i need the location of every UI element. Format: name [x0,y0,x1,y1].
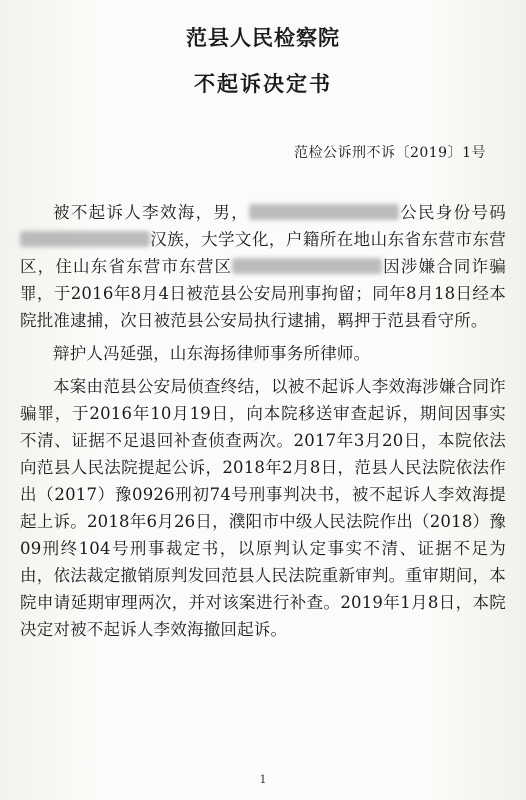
page-number: 1 [259,773,267,786]
document-body [20,199,506,649]
redacted-birth-info [249,204,399,220]
document-title: 不起诉决定书 [194,72,332,96]
redacted-id-number [20,231,150,247]
document-number: 范检公诉刑不诉〔2019〕1号 [293,145,486,161]
defendant-paragraph [20,199,506,334]
case-history-paragraph: 本案由范县公安局侦查终结，以被不起诉人李效海涉嫌合同诈骗罪，于2016年10月19日，向本院移送审查起诉，期间因事实不清、证据不足退回补查侦查两次。2017年3月20日，本院依法向范县人民法院提起公诉，2018年2月8日，范县人民法院依法作出（2017）豫0926刑初74号刑事判决书，被不起诉人李效海提起上诉。2018年6月26日，濮阳市中级人民法院作出（2018）豫09刑终104号刑事裁定书，以原判认定事实不清、证据不足为由，依法裁定撤销原判发回范县人民法院重新审判。重审期间，本院申请延期审理两次，并对该案进行补查。2019年1月8日，本院决定对被不起诉人李效海撤回起诉。 [20,377,506,639]
id-number-label: 公民身份号码 [399,203,507,222]
defender-paragraph: 辩护人冯延强，山东海扬律师事务所律师。 [53,344,371,363]
defendant-residence: 汉族，大学文化，户籍所在地山东省东营市东营区，住山东省东营市东营区 [20,230,506,276]
detention-record: 因涉嫌合同诈骗罪，于2016年8月4日被范县公安局刑事拘留；同年8月18日经本院批准逮捕，次日被范县公安局执行逮捕，羁押于范县看守所。 [20,257,506,330]
issuing-organization: 范县人民检察院 [186,26,340,50]
redacted-address [232,258,382,274]
defendant-intro: 被不起诉人李效海，男， [53,203,250,222]
